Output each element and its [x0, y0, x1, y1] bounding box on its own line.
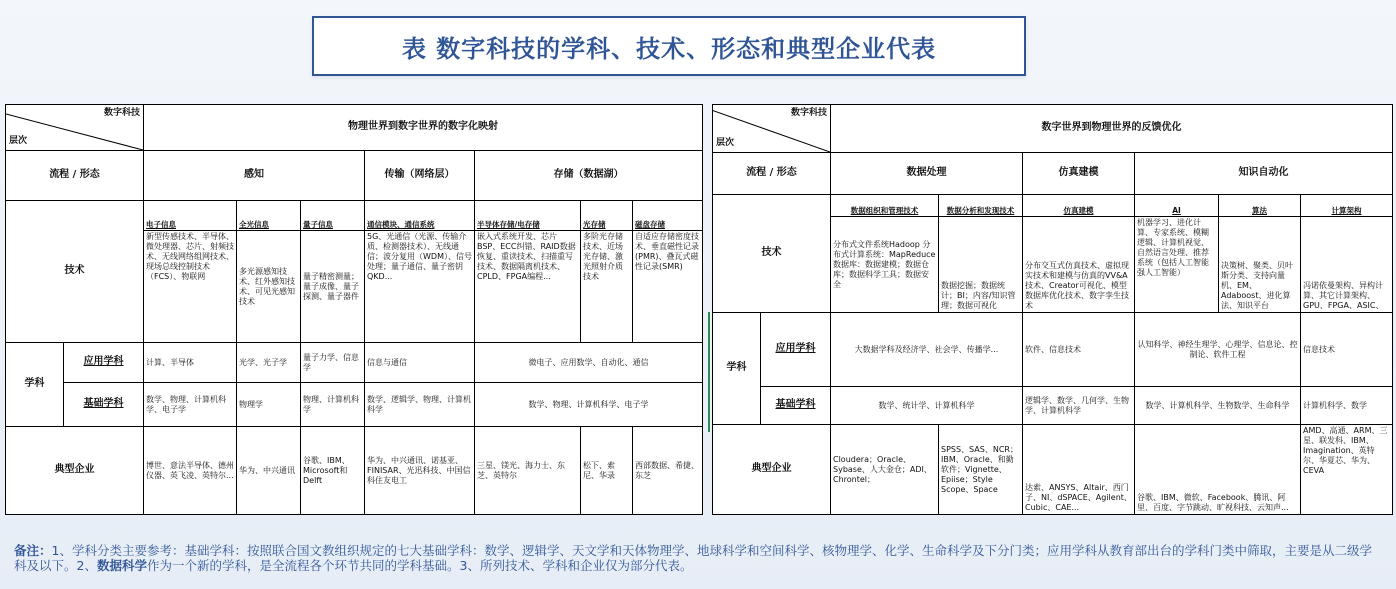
right-applied-cell-3: 认知科学、神经生理学、心理学、信息论、控制论、软件工程 [1135, 313, 1301, 387]
left-basic-cell-5: 数学、物理、计算机科学、电子学 [475, 383, 703, 427]
left-enterprise-cell-1: 博世、意法半导体、德州仪器、英飞凌、英特尔... [144, 427, 237, 515]
right-enterprise-cell-5: AMD、高通、ARM、三星、联发科、IBM、Imagination、英特尔、华夏芯、华为、CEVA [1301, 425, 1393, 515]
green-divider-line [708, 312, 710, 432]
right-applied-label: 应用学科 [761, 313, 831, 387]
right-enterprise-cell-2: SPSS、SAS、NCR；IBM、Oracle、和勤软件；Vignette、Epiise；Style Scope、Space [939, 425, 1023, 515]
right-tech-label: 技术 [713, 195, 831, 313]
right-basic-cell-2: 逻辑学、数学、几何学、生物学、计算机科学 [1023, 387, 1135, 425]
left-corner-cell [6, 105, 144, 151]
left-basic-label: 基础学科 [64, 383, 144, 427]
right-tech-cell-1: 分布式文件系统Hadoop 分布式计算系统：MapReduce 数据库：数据建模；数据仓库；数据科学工具；数据安全 [831, 217, 939, 313]
right-basic-label: 基础学科 [761, 387, 831, 425]
left-corner-bottom: 层次 [9, 135, 28, 146]
left-sub-header-5: 半导体存储/电存储 [475, 201, 581, 231]
left-enterprise-cell-6: 松下、索尼、华录 [581, 427, 633, 515]
left-applied-label: 应用学科 [64, 343, 144, 383]
right-tech-cell-3: 分布交互式仿真技术、虚拟现实技术和建模与仿真的VV&A技术、Creator可视化、模型数据库优化技术、数字孪生技术 [1023, 217, 1135, 313]
right-tech-cell-6: 冯诺依曼架构、异构计算、其它计算架构、GPU、FPGA、ASIC、 [1301, 217, 1393, 313]
left-basic-cell-1: 数学、物理、计算机科学、电子学 [144, 383, 237, 427]
right-enterprise-cell-3: 达索、ANSYS、Altair、西门子、NI、dSPACE、Agilent、Cubic、CAE... [1023, 425, 1135, 515]
left-basic-cell-2: 物理学 [237, 383, 301, 427]
left-enterprise-cell-5: 三星、镁光、海力士、东芝、英特尔 [475, 427, 581, 515]
left-sub-header-7: 磁盘存储 [633, 201, 703, 231]
title-box [312, 16, 1026, 76]
left-sub-header-4: 通信模块、通信系统 [365, 201, 475, 231]
left-enterprise-label: 典型企业 [6, 427, 144, 515]
left-enterprise-cell-2: 华为、中兴通讯 [237, 427, 301, 515]
left-corner-top: 数字科技 [103, 108, 140, 118]
right-sub-header-5: 算法 [1219, 195, 1301, 217]
right-sub-header-2: 数据分析和发现技术 [939, 195, 1023, 217]
left-tech-label: 技术 [6, 201, 144, 343]
left-applied-cell-2: 光学、光子学 [237, 343, 301, 383]
right-table [712, 104, 1393, 515]
right-corner-cell [713, 105, 831, 153]
left-tech-cell-6: 多阶光存储技术、近场光存储、激光照射介质技术 [581, 231, 633, 343]
left-tech-cell-4: 5G、光通信（光源、传输介质、检测器技术）、无线通信；波分复用（WDM）、信号处理；量子通信、量子密钥QKD... [365, 231, 475, 343]
right-tech-cell-5: 决策树、聚类、贝叶斯分类、支持向量机、EM、Adaboost、进化算法、知识平台 [1219, 217, 1301, 313]
footnote-part1: 1、学科分类主要参考：基础学科：按照联合国文教组织规定的七大基础学科：数学、逻辑学、天文学和天体物理学、地球科学和空间科学、核物理学、化学、生命科学及下分门类；应用学科从教育部出台的学科门类中筛取，主要是从二级学科及以下。2、 [14, 543, 1372, 573]
right-enterprise-label: 典型企业 [713, 425, 831, 515]
left-group-storage: 存储（数据湖） [475, 151, 703, 201]
left-enterprise-cell-4: 华为、中兴通讯、诺基亚、FINISAR、光迅科技、中国信科住友电工 [365, 427, 475, 515]
left-sub-header-6: 光存储 [581, 201, 633, 231]
footnote-prefix: 备注： [14, 543, 52, 558]
right-basic-cell-4: 计算机科学、数学 [1301, 387, 1393, 425]
right-group-processing: 数据处理 [831, 153, 1023, 195]
right-tech-cell-2: 数据挖掘；数据统计；BI；内容/知识管理；数据可视化 [939, 217, 1023, 313]
right-sub-header-1: 数据组织和管理技术 [831, 195, 939, 217]
left-applied-cell-4: 信息与通信 [365, 343, 475, 383]
left-applied-cell-1: 计算、半导体 [144, 343, 237, 383]
left-subject-label: 学科 [6, 343, 64, 427]
left-tech-cell-2: 多光源感知技术、红外感知技术、可见光感知技术 [237, 231, 301, 343]
footnote [14, 543, 1384, 573]
footnote-highlight: 数据科学 [96, 558, 147, 573]
footnote-part2: 作为一个新的学科，是全流程各个环节共同的学科基础。3、所列技术、学科和企业仅为部分代表。 [146, 558, 693, 573]
right-subject-label: 学科 [713, 313, 761, 425]
left-tech-cell-5: 嵌入式系统开发、芯片BSP、ECC纠错、RAID数据恢复、重读技术、扫描重写技术、数据隔离机技术、CPLD、FPGA编程... [475, 231, 581, 343]
right-sub-header-3: 仿真建模 [1023, 195, 1135, 217]
right-main-header: 数字世界到物理世界的反馈优化 [831, 105, 1393, 153]
left-sub-header-2: 全光信息 [237, 201, 301, 231]
left-enterprise-cell-3: 谷歌、IBM、Microsoft和Delft [301, 427, 365, 515]
left-enterprise-cell-7: 西部数据、希捷、东芝 [633, 427, 703, 515]
right-basic-cell-3: 数学、计算机科学、生物数学、生命科学 [1135, 387, 1301, 425]
right-sub-header-4: AI [1135, 195, 1219, 217]
right-sub-header-6: 计算架构 [1301, 195, 1393, 217]
left-sub-header-1: 电子信息 [144, 201, 237, 231]
right-applied-cell-2: 软件、信息技术 [1023, 313, 1135, 387]
left-applied-cell-5: 微电子、应用数学、自动化、通信 [475, 343, 703, 383]
right-enterprise-cell-1: Cloudera；Oracle、Sybase、人大金仓；ADI、Chrontel； [831, 425, 939, 515]
right-corner-bottom: 层次 [716, 137, 735, 148]
right-enterprise-cell-4: 谷歌、IBM、微软、Facebook、腾讯、阿里、百度、字节跳动、旷视科技、云知声... [1135, 425, 1301, 515]
left-main-header: 物理世界到数字世界的数字化映射 [144, 105, 703, 151]
left-group-transmission: 传输（网络层） [365, 151, 475, 201]
left-table [5, 104, 703, 515]
left-tech-cell-7: 自适应存储密度技术、垂直磁性记录(PMR)、叠瓦式磁性记录(SMR) [633, 231, 703, 343]
left-applied-cell-3: 量子力学、信息学 [301, 343, 365, 383]
left-tech-cell-1: 新型传感技术、半导体、微处理器、芯片、射频技术、无线网络组网技术、现场总线控制技术（FCS）、物联网 [144, 231, 237, 343]
right-group-simulation: 仿真建模 [1023, 153, 1135, 195]
right-applied-cell-4: 信息技术 [1301, 313, 1393, 387]
left-sub-header-3: 量子信息 [301, 201, 365, 231]
left-tech-cell-3: 量子精密测量；量子成像、量子探测、量子器件 [301, 231, 365, 343]
left-basic-cell-3: 物理、计算机科学 [301, 383, 365, 427]
right-basic-cell-1: 数学、统计学、计算机科学 [831, 387, 1023, 425]
right-tech-cell-4: 机器学习、进化计算、专家系统、模糊逻辑、计算机视觉、自然语言处理、推荐系统（包括人工智能强人工智能） [1135, 217, 1219, 313]
left-basic-cell-4: 数学、逻辑学、物理、计算机科学 [365, 383, 475, 427]
right-applied-cell-1: 大数据学科及经济学、社会学、传播学... [831, 313, 1023, 387]
left-group-perception: 感知 [144, 151, 365, 201]
right-flow-label: 流程 / 形态 [713, 153, 831, 195]
right-corner-top: 数字科技 [790, 108, 827, 118]
right-group-knowledge: 知识自动化 [1135, 153, 1393, 195]
left-flow-label: 流程 / 形态 [6, 151, 144, 201]
page-title: 表 数字科技的学科、技术、形态和典型企业代表 [401, 34, 937, 63]
